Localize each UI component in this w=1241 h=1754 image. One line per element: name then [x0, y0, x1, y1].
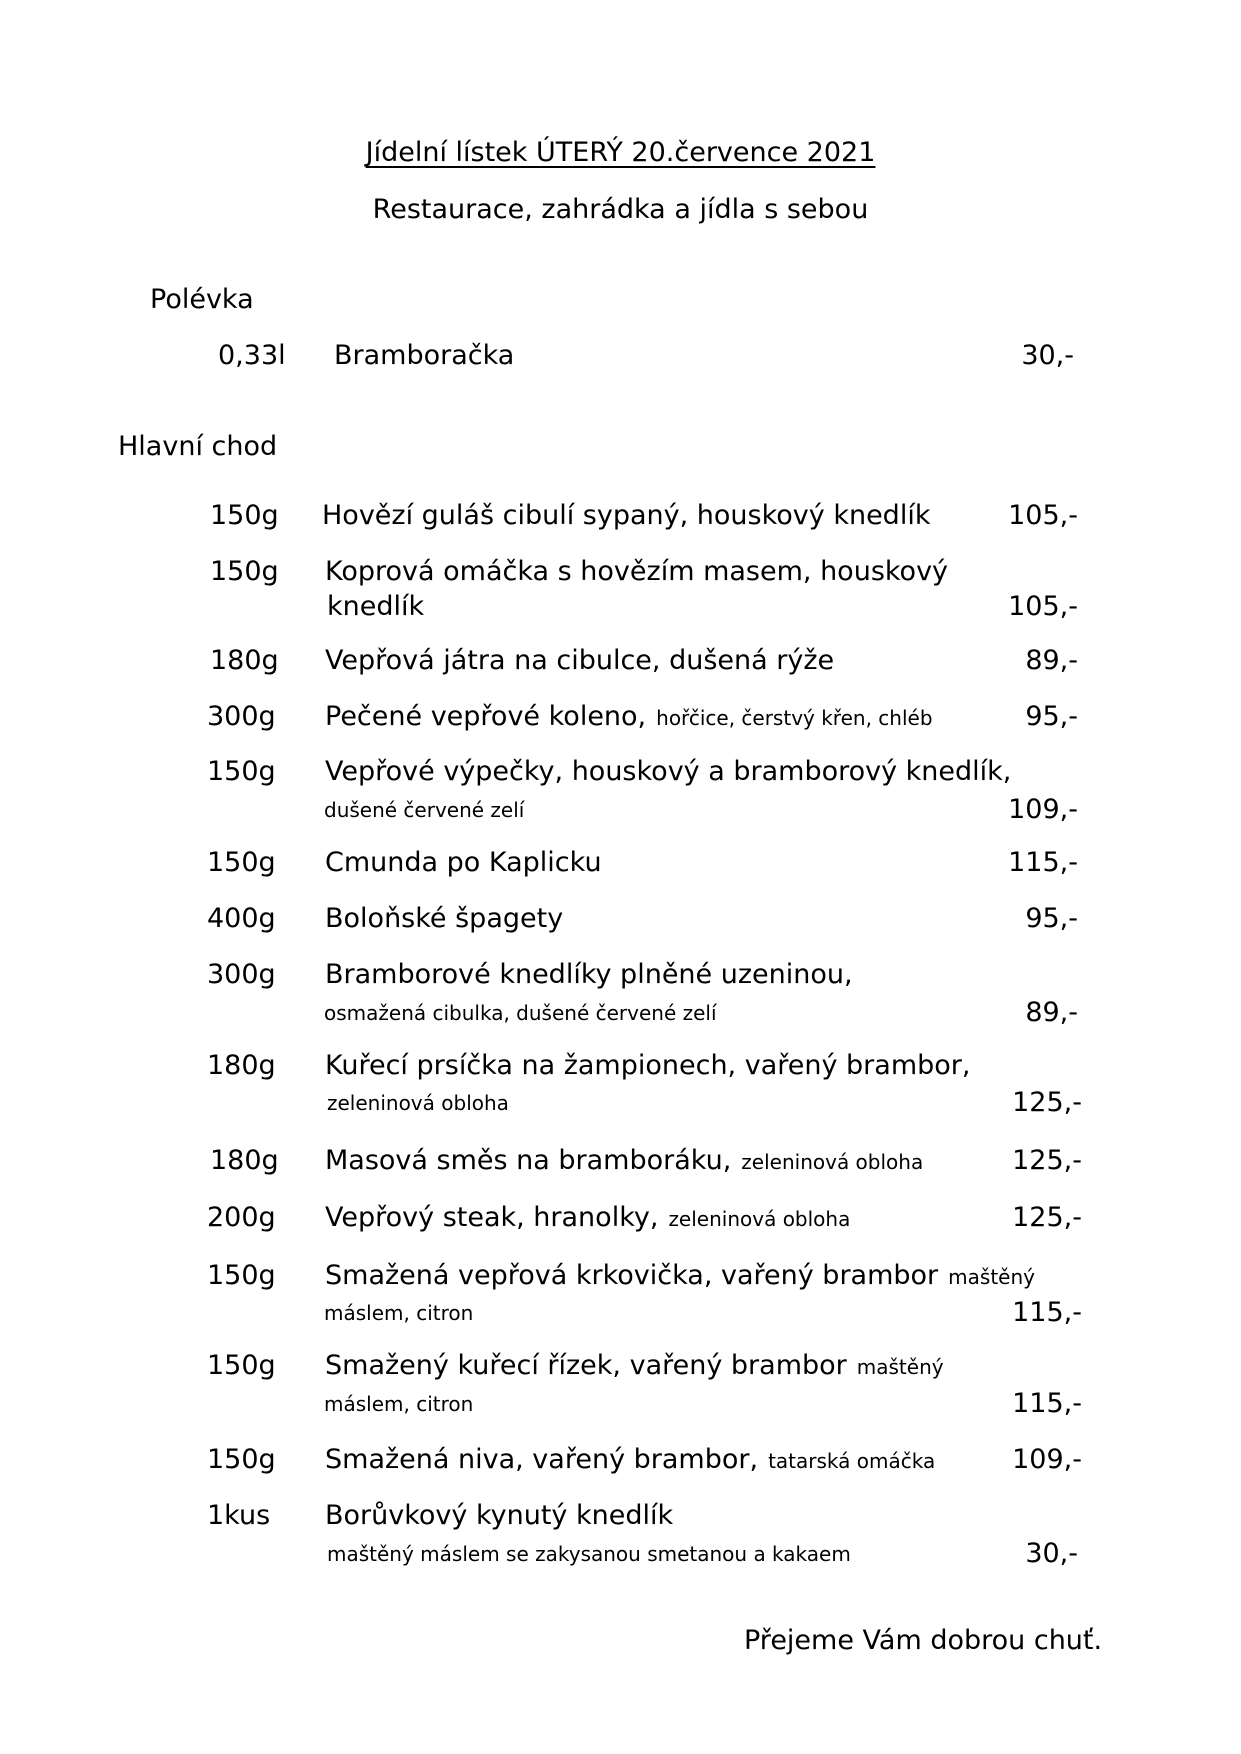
menu-item-quantity: 150g — [207, 1260, 276, 1291]
menu-item-name — [325, 1204, 850, 1231]
menu-item-title: Cmunda po Kaplicku — [325, 847, 602, 878]
menu-item-quantity: 300g — [207, 959, 276, 990]
menu-item-price: 115,- — [1008, 847, 1078, 878]
menu-item-title: Pečené vepřové koleno, — [325, 701, 647, 732]
menu-item-price: 105,- — [1008, 591, 1078, 622]
menu-item-title: Hovězí guláš cibulí sypaný, houskový knedlík — [322, 500, 931, 531]
menu-item-quantity: 300g — [207, 701, 276, 732]
soup-name: Bramboračka — [334, 340, 515, 371]
menu-item-price: 95,- — [1025, 701, 1078, 732]
menu-item-quantity: 200g — [207, 1202, 276, 1233]
menu-item-description: máslem, citron — [324, 1301, 474, 1325]
menu-item-quantity: 400g — [207, 903, 276, 934]
menu-item-title: Boloňské špagety — [325, 903, 564, 934]
menu-item-title: Smažená vepřová krkovička, vařený brambor — [325, 1260, 939, 1291]
menu-item-title: Smažená niva, vařený brambor, — [325, 1444, 759, 1475]
menu-item-quantity: 180g — [210, 1145, 279, 1176]
menu-item-title: Koprová omáčka s hovězím masem, houskový — [325, 556, 949, 587]
menu-item-price: 115,- — [1012, 1297, 1082, 1328]
menu-item-name — [325, 1052, 970, 1079]
menu-item-price: 125,- — [1012, 1087, 1082, 1118]
section-heading-main: Hlavní chod — [118, 431, 278, 462]
menu-item-name — [325, 1446, 935, 1473]
menu-item-quantity: 1kus — [207, 1500, 271, 1531]
menu-item-price: 109,- — [1008, 794, 1078, 825]
soup-price: 30,- — [1021, 340, 1074, 371]
menu-item-title: Vepřová játra na cibulce, dušená rýže — [325, 645, 835, 676]
menu-item-quantity: 180g — [207, 1050, 276, 1081]
menu-item-quantity: 150g — [207, 1350, 276, 1381]
page-subtitle: Restaurace, zahrádka a jídla s sebou — [372, 194, 869, 225]
menu-item-title: Masová směs na bramboráku, — [325, 1145, 732, 1176]
menu-item-name — [325, 647, 834, 674]
menu-item-title: Borůvkový kynutý knedlík — [325, 1500, 674, 1531]
menu-item-price: 89,- — [1025, 645, 1078, 676]
section-heading-soup: Polévka — [150, 284, 254, 315]
menu-item-description: máslem, citron — [324, 1392, 474, 1416]
menu-item-name — [325, 558, 948, 585]
menu-item-quantity: 150g — [210, 556, 279, 587]
menu-item-title: Kuřecí prsíčka na žampionech, vařený brambor, — [325, 1050, 971, 1081]
menu-item-note: zeleninová obloha — [668, 1207, 851, 1231]
menu-item-price: 30,- — [1025, 1538, 1078, 1569]
page-title: Jídelní lístek ÚTERÝ 20.července 2021 — [365, 137, 876, 168]
menu-item-name — [325, 1262, 1035, 1289]
menu-item-price: 95,- — [1025, 903, 1078, 934]
menu-item-description: maštěný máslem se zakysanou smetanou a kakaem — [327, 1542, 851, 1566]
menu-item-title: Vepřové výpečky, houskový a bramborový knedlík, — [325, 756, 1012, 787]
menu-item-price: 115,- — [1012, 1388, 1082, 1419]
menu-item-quantity: 150g — [210, 500, 279, 531]
menu-item-quantity: 180g — [210, 645, 279, 676]
menu-item-name — [325, 961, 853, 988]
menu-item-description: knedlík — [327, 591, 425, 622]
menu-item-name — [325, 1147, 923, 1174]
menu-item-name — [325, 1502, 673, 1529]
menu-item-note: hořčice, čerstvý křen, chléb — [656, 706, 933, 730]
menu-item-description: osmažená cibulka, dušené červené zelí — [324, 1001, 717, 1025]
menu-item-price: 109,- — [1012, 1444, 1082, 1475]
menu-item-quantity: 150g — [207, 847, 276, 878]
menu-item-name — [325, 758, 1011, 785]
menu-item-price: 125,- — [1012, 1145, 1082, 1176]
menu-item-note: zeleninová obloha — [741, 1150, 924, 1174]
menu-item-name — [325, 1352, 944, 1379]
menu-item-title: Smažený kuřecí řízek, vařený brambor — [325, 1350, 847, 1381]
menu-item-price: 105,- — [1008, 500, 1078, 531]
menu-item-note: tatarská omáčka — [768, 1449, 936, 1473]
menu-item-price: 89,- — [1025, 997, 1078, 1028]
menu-item-title: Vepřový steak, hranolky, — [325, 1202, 659, 1233]
menu-item-note: maštěný — [948, 1265, 1035, 1289]
menu-item-title: Bramborové knedlíky plněné uzeninou, — [325, 959, 853, 990]
menu-item-price: 125,- — [1012, 1202, 1082, 1233]
menu-item-quantity: 150g — [207, 1444, 276, 1475]
menu-item-note: maštěný — [856, 1355, 944, 1379]
menu-item-quantity: 150g — [207, 756, 276, 787]
menu-item-name — [325, 703, 933, 730]
menu-item-name — [322, 502, 930, 529]
soup-quantity: 0,33l — [218, 340, 286, 371]
menu-item-name — [325, 849, 602, 876]
menu-item-description: dušené červené zelí — [324, 798, 525, 822]
menu-item-description: zeleninová obloha — [327, 1091, 509, 1115]
footer-greeting: Přejeme Vám dobrou chuť. — [744, 1625, 1103, 1656]
menu-item-name — [325, 905, 563, 932]
